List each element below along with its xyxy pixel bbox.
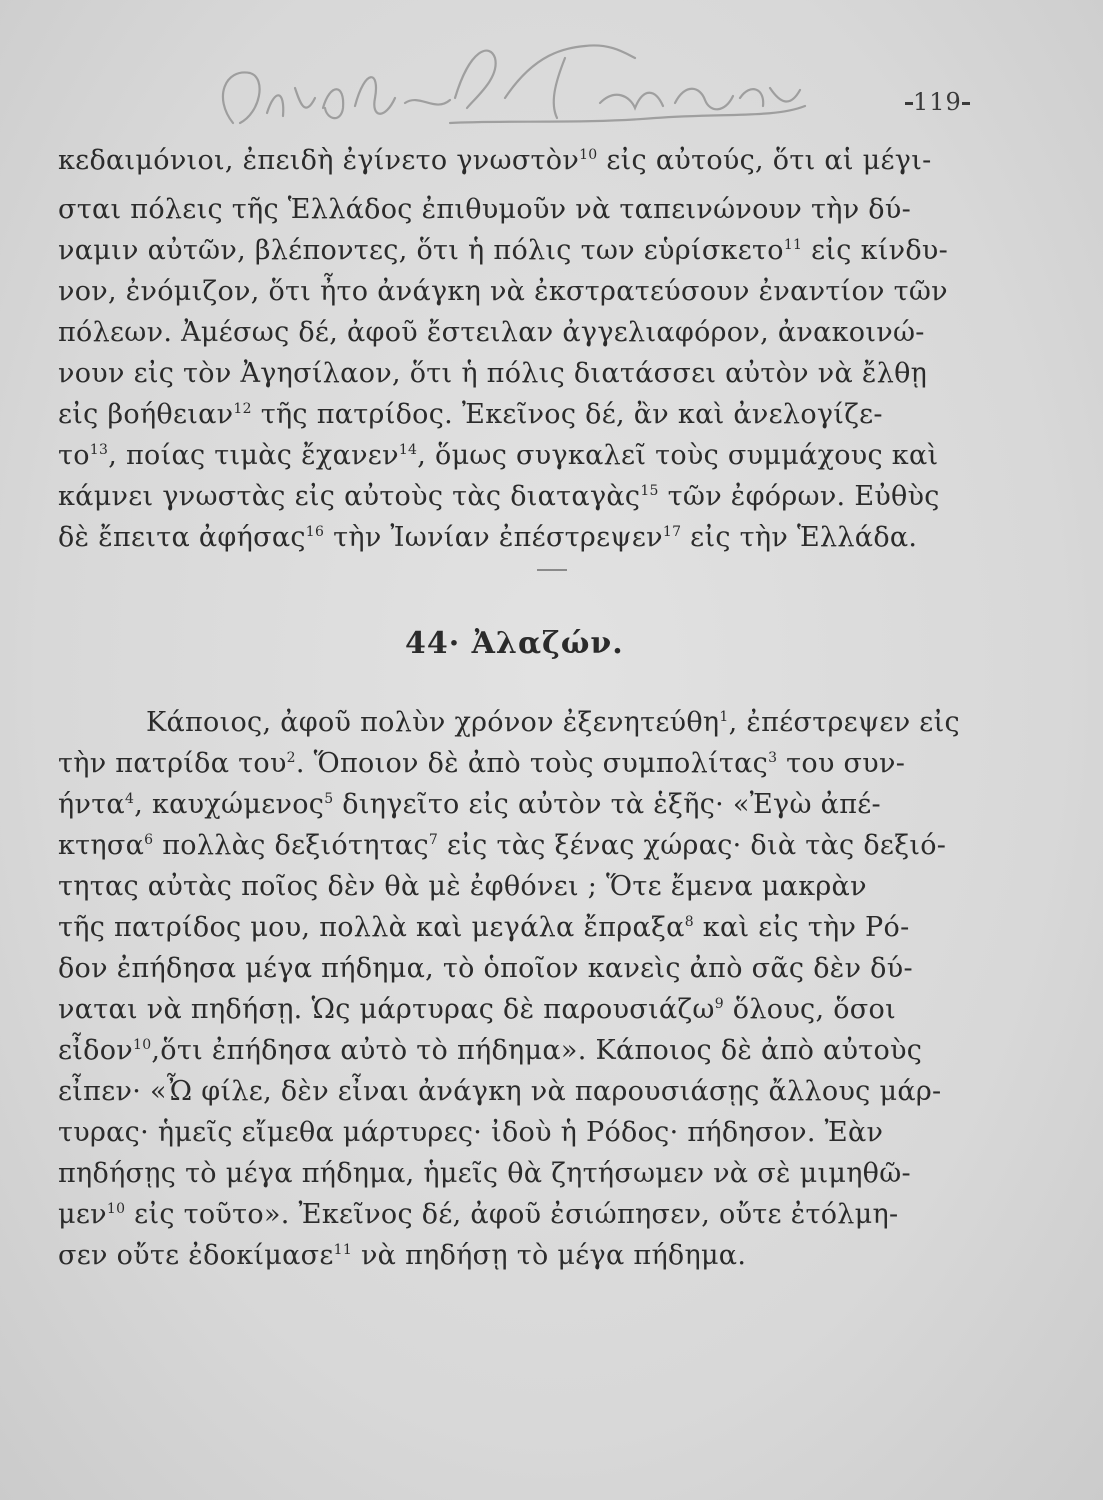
text-line: εἶδον$^{10}$,ὅτι ἐπήδησα αὐτὸ τὸ πήδημα». Κάποιος δὲ ἀπὸ αὐτοὺς: [58, 1035, 923, 1066]
text-line: τῆς πατρίδος μου, πολλὰ καὶ μεγάλα ἔπραξα$^8$ καὶ εἰς τὴν Ρό-: [58, 912, 910, 943]
text-line: Κάποιος, ἀφοῦ πολὺν χρόνον ἐξενητεύθη$^1$, ἐπέστρεψεν εἰς: [146, 707, 960, 738]
page-number: 119: [905, 88, 970, 116]
text-line: ναμιν αὐτῶν, βλέποντες, ὅτι ἡ πόλις των εὑρίσκετο$^{11}$ εἰς κίνδυ-: [58, 235, 949, 266]
text-line: εἰς βοήθειαν$^{12}$ τῆς πατρίδος. Ἐκεῖνος δέ, ἂν καὶ ἀνελογίζε-: [58, 399, 883, 430]
text-line: κτησα$^6$ πολλὰς δεξιότητας$^7$ εἰς τὰς ξένας χώρας· διὰ τὰς δεξιό-: [58, 830, 947, 861]
text-line: κεδαιμόνιοι, ἐπειδὴ ἐγίνετο γνωστὸν$^{10}$ εἰς αὐτούς, ὅτι αἱ μέγι-: [58, 145, 932, 176]
section-number: 44·: [405, 626, 461, 661]
text-line: μεν$^{10}$ εἰς τοῦτο». Ἐκεῖνος δέ, ἀφοῦ ἐσιώπησεν, οὔτε ἐτόλμη-: [58, 1199, 899, 1230]
text-line: σται πόλεις τῆς Ἑλλάδος ἐπιθυμοῦν νὰ ταπεινώνουν τὴν δύ-: [58, 194, 911, 225]
text-line: $\tau o^{13}$, ποίας τιμὰς ἔχανεν$^{14}$, ὅμως συγκαλεῖ τοὺς συμμάχους καὶ: [58, 440, 939, 471]
text-line: πηδήσῃς τὸ μέγα πήδημα, ἡμεῖς θὰ ζητήσωμεν νὰ σὲ μιμηθῶ-: [58, 1158, 911, 1189]
section-heading: [405, 626, 624, 661]
handwritten-signature: [205, 28, 825, 138]
section-title: Ἀλαζών.: [471, 626, 624, 661]
text-line: δὲ ἔπειτα ἀφήσας$^{16}$ τὴν Ἰωνίαν ἐπέστρεψεν$^{17}$ εἰς τὴν Ἑλλάδα.: [58, 522, 918, 553]
text-line: σεν οὔτε ἐδοκίμασε$^{11}$ νὰ πηδήσῃ τὸ μέγα πήδημα.: [58, 1240, 747, 1271]
text-line: τὴν πατρίδα του$^2$. Ὅποιον δὲ ἀπὸ τοὺς συμπολίτας$^3$ του συν-: [58, 748, 906, 779]
text-line: κάμνει γνωστὰς εἰς αὐτοὺς τὰς διαταγὰς$^{15}$ τῶν ἐφόρων. Εὐθὺς: [58, 481, 940, 512]
text-line: ήντα$^4$, καυχώμενος$^5$ διηγεῖτο εἰς αὐτὸν τὰ ἑξῆς· «Ἐγὼ ἀπέ-: [58, 789, 881, 820]
text-line: πόλεων. Ἀμέσως δέ, ἀφοῦ ἔστειλαν ἀγγελιαφόρον, ἀνακοινώ-: [58, 317, 925, 348]
section-divider: [537, 569, 567, 571]
text-line: δον ἐπήδησα μέγα πήδημα, τὸ ὁποῖον κανεὶς ἀπὸ σᾶς δὲν δύ-: [58, 953, 913, 984]
text-line: εἶπεν· «Ὦ φίλε, δὲν εἶναι ἀνάγκη νὰ παρουσιάσῃς ἄλλους μάρ-: [58, 1076, 942, 1107]
text-line: τητας αὐτὰς ποῖος δὲν θὰ μὲ ἐφθόνει ; Ὅτε ἔμενα μακρὰν: [58, 871, 867, 902]
text-line: νον, ἐνόμιζον, ὅτι ἦτο ἀνάγκη νὰ ἐκστρατεύσουν ἐναντίον τῶν: [58, 276, 948, 307]
text-line: τυρας· ἡμεῖς εἴμεθα μάρτυρες· ἰδοὺ ἡ Ρόδος· πήδησον. Ἐὰν: [58, 1117, 884, 1148]
text-line: ναται νὰ πηδήσῃ. Ὡς μάρτυρας δὲ παρουσιάζω$^9$ ὅλους, ὅσοι: [58, 994, 896, 1025]
text-line: νουν εἰς τὸν Ἀγησίλαον, ὅτι ἡ πόλις διατάσσει αὐτὸν νὰ ἔλθῃ: [58, 358, 928, 389]
